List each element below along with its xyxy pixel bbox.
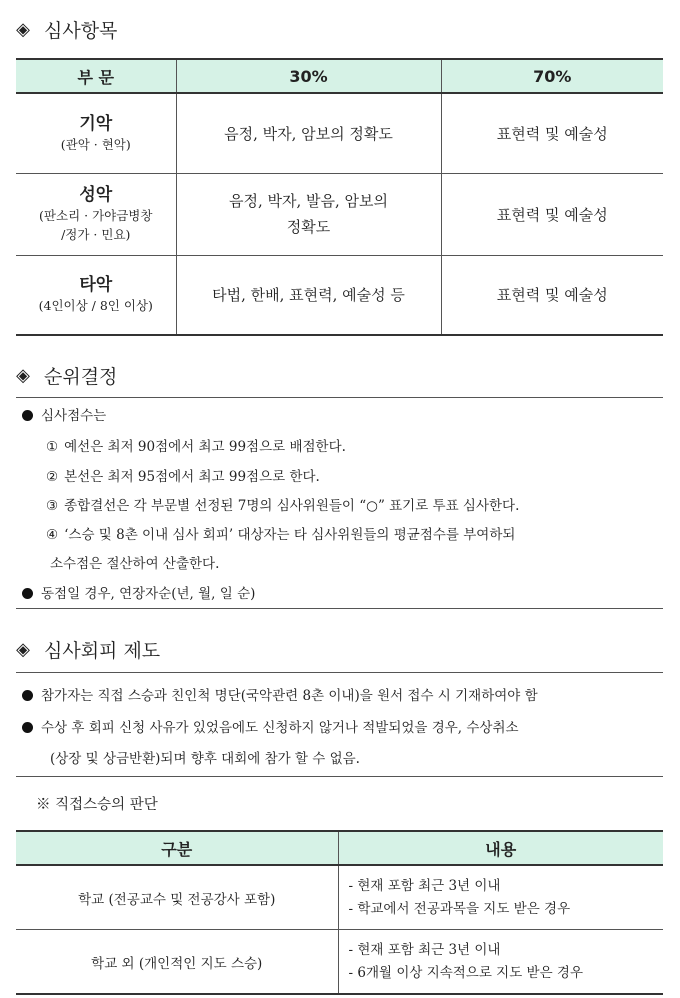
table-row — [16, 865, 663, 930]
bullet-icon — [22, 690, 33, 701]
section-title-text: 심사회피 제도 — [44, 640, 161, 662]
header-70: 70% — [441, 59, 663, 93]
diamond-bullet-icon: ◈ — [16, 365, 30, 386]
item-number: ④ — [46, 527, 59, 543]
section-title-evaluation-items — [12, 16, 117, 43]
category-sub: /정가 · 민요) — [61, 227, 131, 242]
header-content: 내용 — [338, 831, 663, 865]
criteria-30: 타법, 한배, 표현력, 예술성 등 — [212, 286, 405, 305]
list-item-text: 본선은 최저 95점에서 최고 99점으로 한다. — [64, 469, 320, 485]
list-item-text: 동점일 경우, 연장자순(년, 월, 일 순) — [41, 586, 256, 602]
row-content — [338, 930, 663, 995]
category-name: 성악 — [79, 185, 113, 205]
table-row — [16, 93, 663, 173]
header-category: 부 문 — [16, 59, 176, 93]
section-title-ranking — [12, 362, 117, 389]
bullet-icon — [22, 588, 33, 599]
table-row — [16, 173, 663, 255]
list-item — [22, 684, 538, 704]
content-line: - 학교에서 전공과목을 지도 받은 경우 — [348, 900, 571, 917]
table-row — [16, 255, 663, 335]
category-name: 기악 — [79, 113, 113, 134]
criteria-30: 음정, 박자, 암보의 정확도 — [224, 124, 393, 143]
item-number: ② — [46, 469, 59, 485]
table-header-row — [16, 59, 663, 93]
list-item-continuation: 소수점은 절산하여 산출한다. — [50, 556, 220, 572]
list-item — [22, 404, 106, 424]
category-sub: (판소리 · 가야금병창 — [39, 208, 153, 223]
diamond-bullet-icon: ◈ — [16, 639, 30, 660]
category-name: 타악 — [79, 275, 113, 296]
diamond-bullet-icon: ◈ — [16, 19, 30, 40]
criteria-30-cont: 정확도 — [286, 218, 331, 236]
divider — [16, 672, 663, 673]
list-item — [46, 435, 346, 455]
category-sub: (관악 · 현악) — [60, 136, 131, 152]
criteria-70: 표현력 및 예술성 — [496, 286, 608, 305]
divider — [16, 776, 663, 777]
list-item-text: 종합결선은 각 부문별 선정된 7명의 심사위원들이 “○” 표기로 투표 심사한다. — [64, 498, 520, 514]
direct-teacher-table — [16, 830, 663, 995]
header-30: 30% — [176, 59, 441, 93]
category-sub: (4인이상 / 8인 이상) — [38, 298, 153, 314]
list-item-text: 심사점수는 — [41, 408, 107, 424]
criteria-70: 표현력 및 예술성 — [496, 205, 608, 224]
list-item-text: ‘스승 및 8촌 이내 심사 회피’ 대상자는 타 심사위원들의 평균점수를 부여하되 — [64, 527, 516, 543]
list-item — [46, 465, 320, 485]
list-item — [46, 523, 515, 543]
content-line: - 현재 포함 최근 3년 이내 — [348, 877, 501, 894]
item-number: ③ — [46, 498, 59, 514]
table-header-row — [16, 831, 663, 865]
row-label: 학교 외 (개인적인 지도 스승) — [16, 930, 338, 995]
divider — [16, 608, 663, 609]
divider — [16, 397, 663, 398]
bullet-icon — [22, 722, 33, 733]
list-item-text: 수상 후 회피 신청 사유가 있었음에도 신청하지 않거나 적발되었을 경우, 수상취소 — [41, 720, 519, 736]
item-number: ① — [46, 439, 59, 455]
list-item — [22, 716, 519, 736]
row-content — [338, 865, 663, 930]
section-title-text: 심사항목 — [44, 20, 118, 42]
table-row — [16, 930, 663, 995]
row-label: 학교 (전공교수 및 전공강사 포함) — [16, 865, 338, 930]
note-title: ※ 직접스승의 판단 — [36, 797, 158, 813]
evaluation-table — [16, 58, 663, 336]
list-item-continuation: (상장 및 상금반환)되며 향후 대회에 참가 할 수 없음. — [50, 751, 360, 767]
list-item-text: 예선은 최저 90점에서 최고 99점으로 배점한다. — [64, 439, 346, 455]
list-item-text: 참가자는 직접 스승과 친인척 명단(국악관련 8촌 이내)을 원서 접수 시 기재하여야 함 — [41, 688, 538, 704]
section-title-text: 순위결정 — [44, 366, 118, 388]
section-title-avoidance — [12, 636, 160, 663]
content-line: - 6개월 이상 지속적으로 지도 받은 경우 — [348, 964, 584, 981]
bullet-icon — [22, 410, 33, 421]
header-type: 구분 — [16, 831, 338, 865]
content-line: - 현재 포함 최근 3년 이내 — [348, 941, 501, 958]
list-item — [22, 582, 255, 602]
criteria-30: 음정, 박자, 발음, 암보의 — [228, 192, 389, 210]
list-item — [46, 494, 519, 514]
criteria-70: 표현력 및 예술성 — [496, 124, 608, 143]
